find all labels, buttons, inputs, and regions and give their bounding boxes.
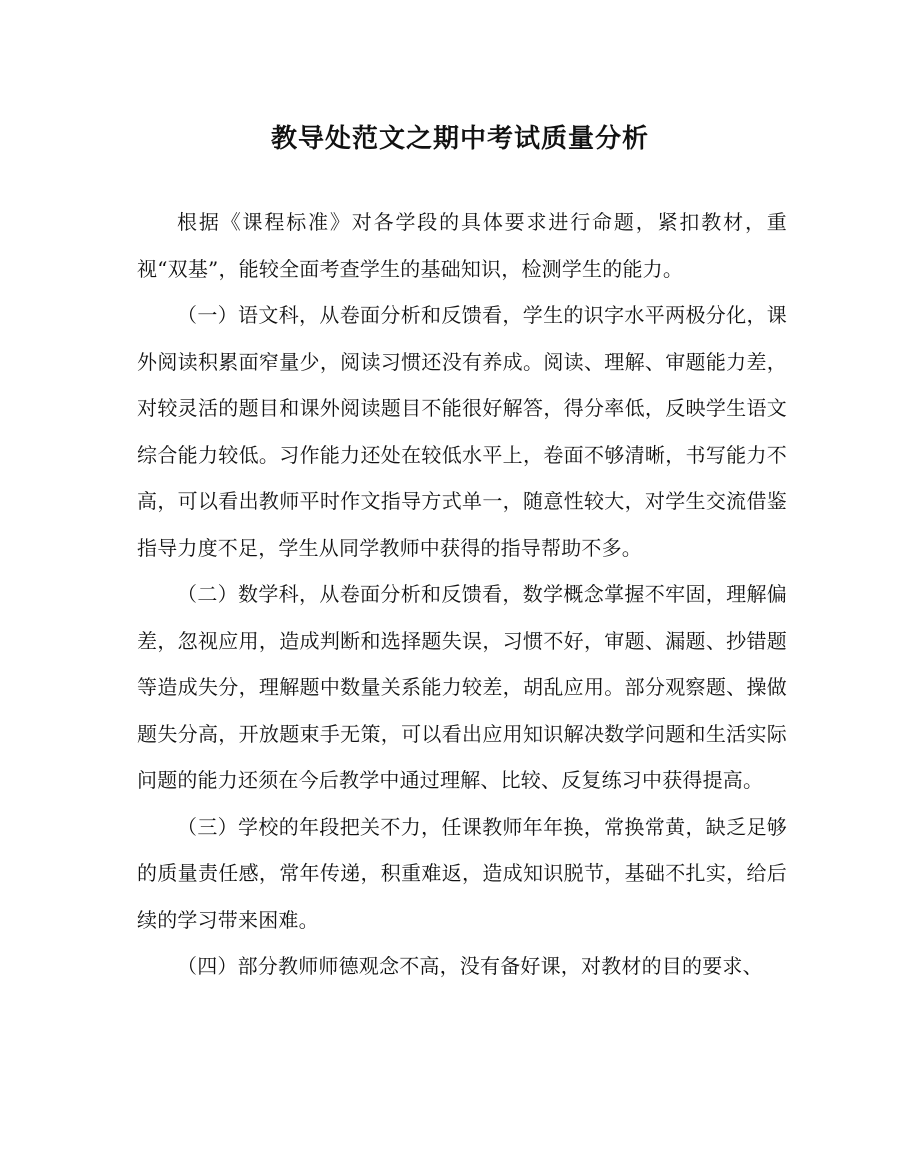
document-body xyxy=(137,199,787,990)
paragraph-teacher-ethics: （四）部分教师师德观念不高，没有备好课，对教材的目的要求、 xyxy=(177,954,763,978)
paragraph-grade-management: （三）学校的年段把关不力，任课教师年年换，常换常黄，缺乏足够的质量责任感，常年传递，积重难返，造成知识脱节，基础不扎实，给后续的学习带来困难。 xyxy=(137,814,787,932)
paragraph-chinese: （一）语文科，从卷面分析和反馈看，学生的识字水平两极分化，课外阅读积累面窄量少，阅读习惯还没有养成。阅读、理解、审题能力差，对较灵活的题目和课外阅读题目不能很好解答，得分率低，反映学生语文综合能力较低。习作能力还处在较低水平上，卷面不够清晰，书写能力不高，可以看出教师平时作文指导方式单一，随意性较大，对学生交流借鉴指导力度不足，学生从同学教师中获得的指导帮助不多。 xyxy=(137,303,787,560)
paragraph-math: （二）数学科，从卷面分析和反馈看，数学概念掌握不牢固，理解偏差，忽视应用，造成判断和选择题失误，习惯不好，审题、漏题、抄错题等造成失分，理解题中数量关系能力较差，胡乱应用。部分观察题、操做题失分高，开放题束手无策，可以看出应用知识解决数学问题和生活实际问题的能力还须在今后教学中通过理解、比较、反复练习中获得提高。 xyxy=(137,582,787,792)
document-title: 教导处范文之期中考试质量分析 xyxy=(270,124,649,154)
paragraph-intro: 根据《课程标准》对各学段的具体要求进行命题，紧扣教材，重视“双基”，能较全面考查学生的基础知识，检测学生的能力。 xyxy=(137,210,787,281)
